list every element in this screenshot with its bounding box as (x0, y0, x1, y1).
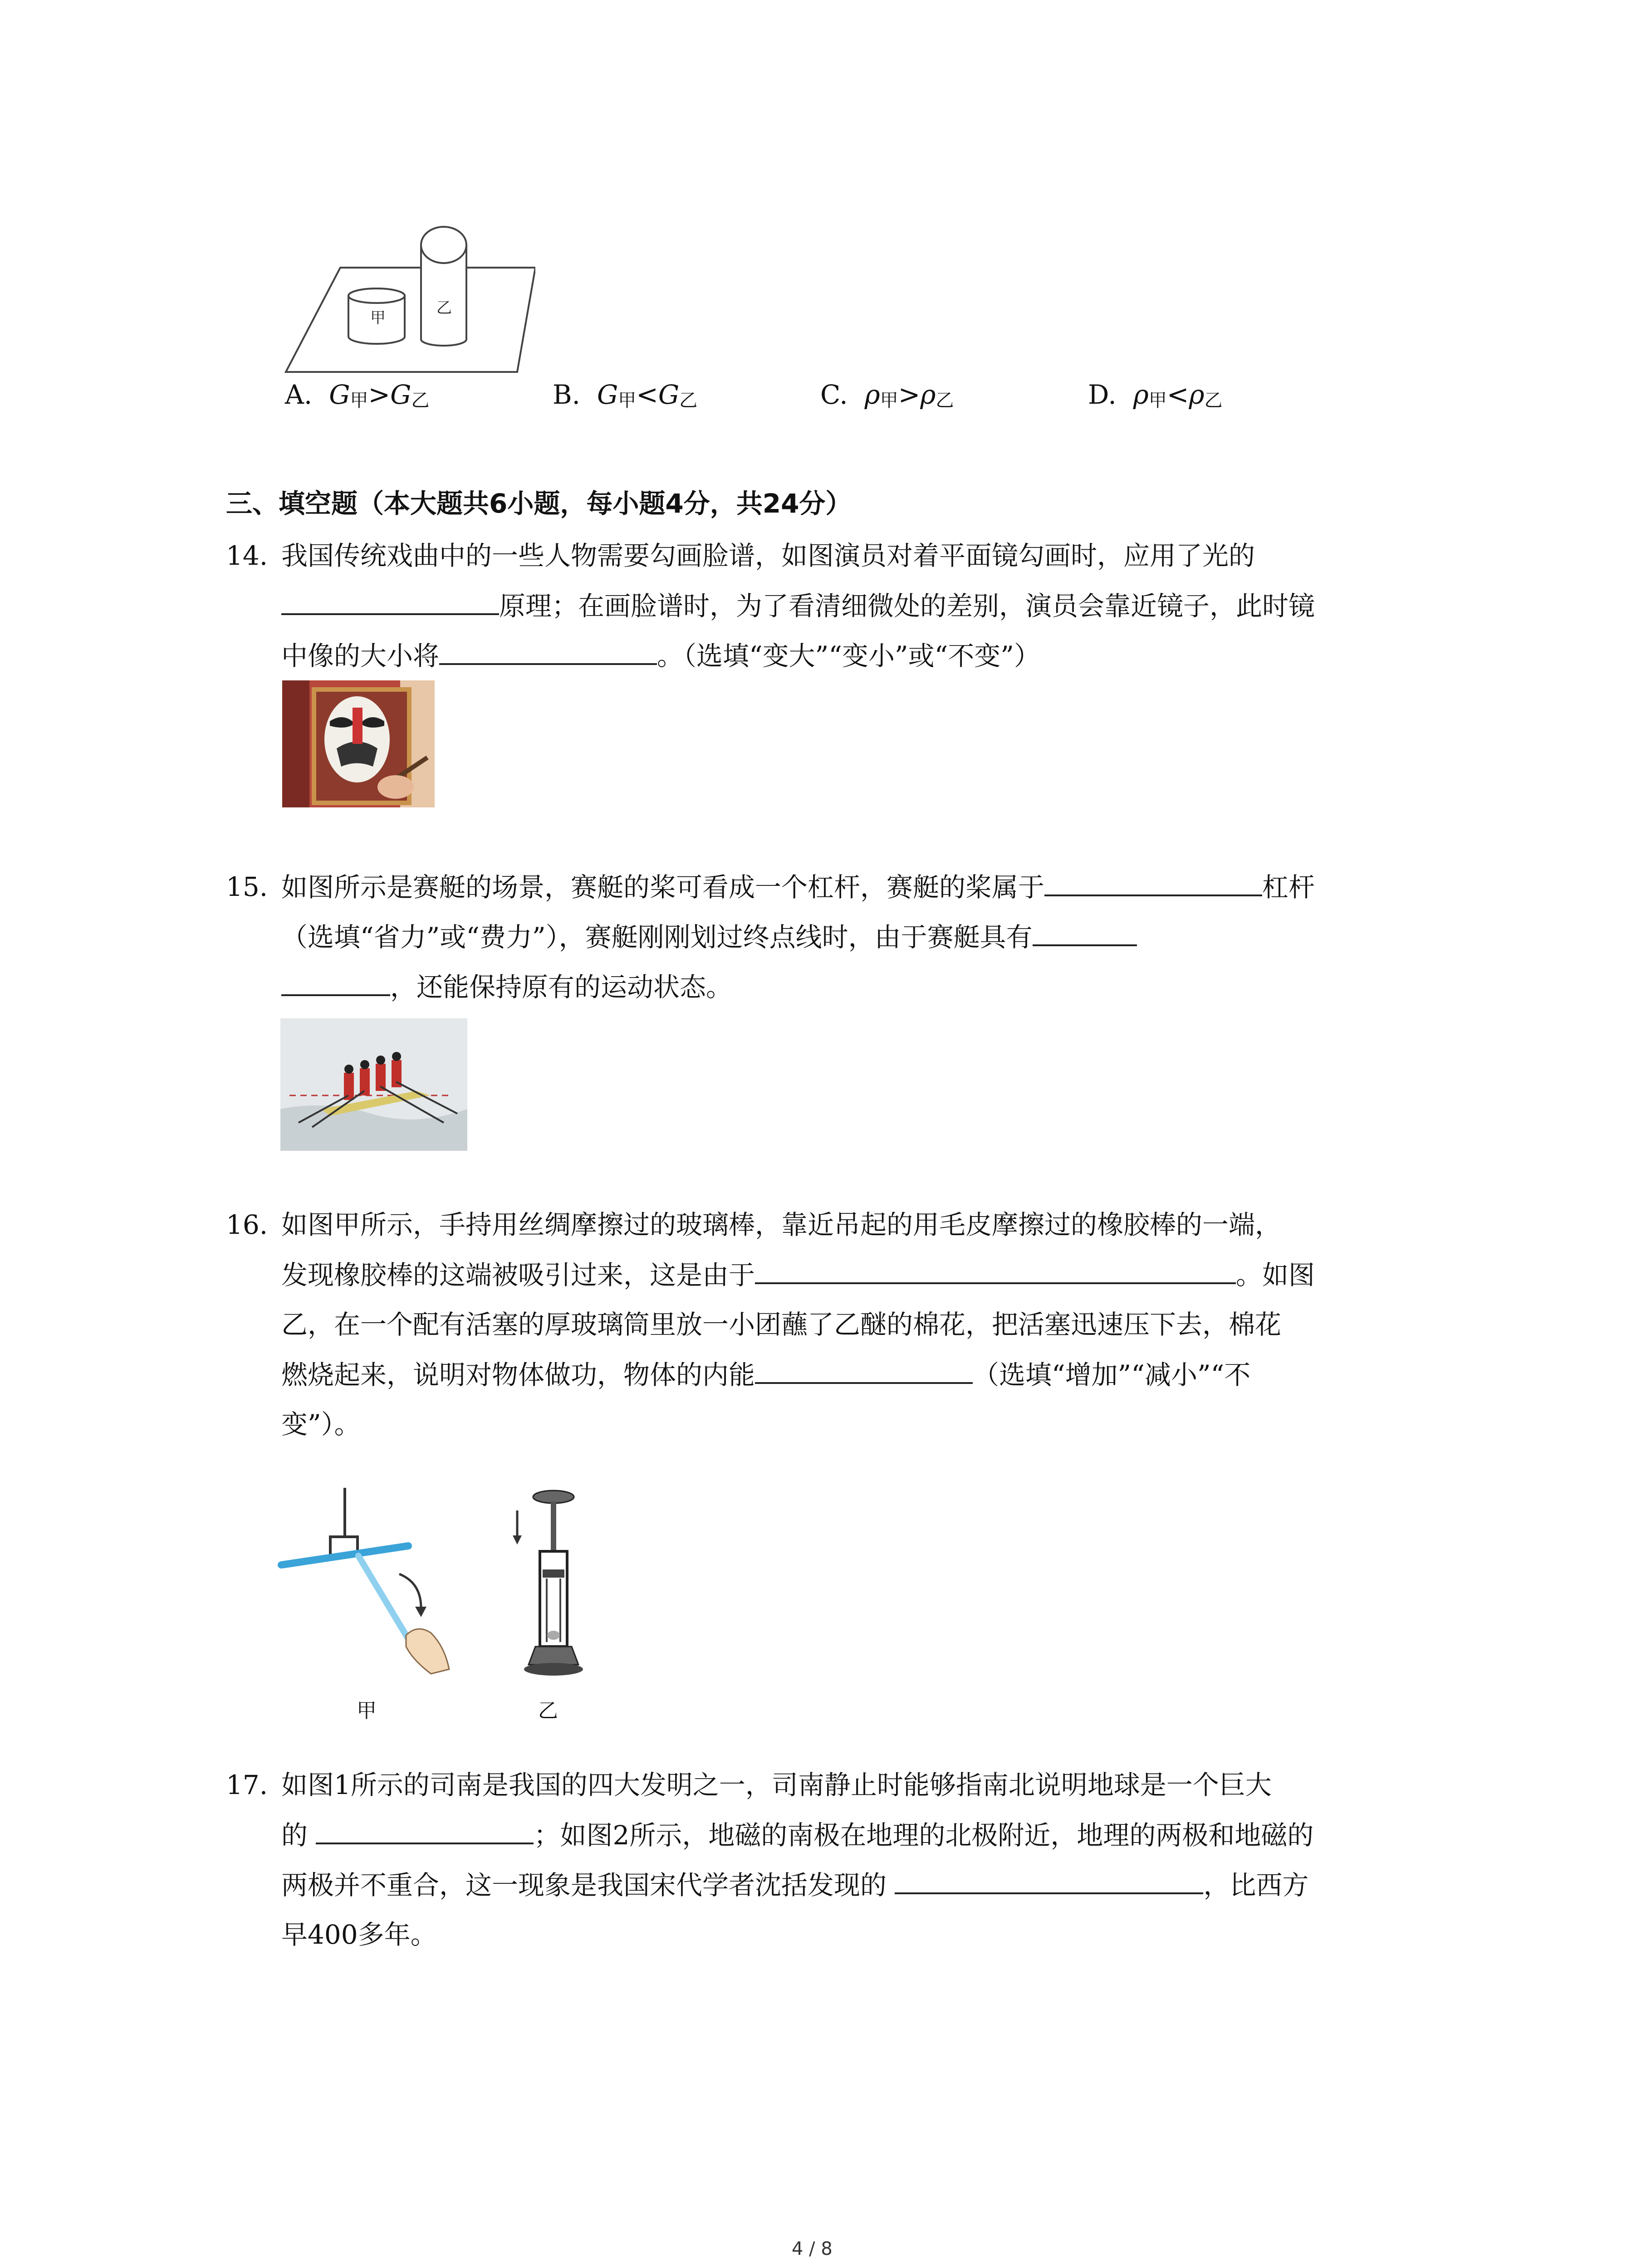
q15-line-2: （选填“省力”或“费力”），赛艇刚刚划过终点线时，由于赛艇具有 (281, 921, 1137, 953)
q15-blank-1[interactable] (1044, 871, 1262, 896)
q16-blank-1[interactable] (755, 1259, 1236, 1284)
q16-line-1: 如图甲所示，手持用丝绸摩擦过的玻璃棒，靠近吊起的用毛皮摩擦过的橡胶棒的一端， (281, 1209, 1282, 1240)
q14-opera-face-image (282, 680, 435, 807)
q16-line-2: 发现橡胶棒的这端被吸引过来，这是由于 。如图 (281, 1260, 1315, 1290)
q14-blank-2[interactable] (439, 640, 657, 665)
q16-fig-label-b: 乙 (538, 1699, 558, 1722)
q13-option-b: B. $G_甲<G_乙$ (553, 379, 698, 411)
q14-line-2: 原理；在画脸谱时，为了看清细微处的差别，演员会靠近镜子，此时镜 (281, 590, 1315, 622)
q13-figure (281, 218, 535, 381)
q15-blank-2b[interactable] (281, 971, 390, 996)
q17-blank-1[interactable] (316, 1819, 534, 1844)
q16-fig-label-a: 甲 (357, 1699, 377, 1722)
q16-line-5: 变”）。 (281, 1409, 361, 1440)
section-heading: 三、填空题（本大题共6小题，每小题4分，共24分） (226, 488, 852, 519)
q17-line-4: 早400多年。 (281, 1919, 437, 1950)
q16-figure-b (504, 1483, 594, 1692)
q16-line-4: 燃烧起来，说明对物体做功，物体的内能 （选填“增加”“减小”“不 (281, 1359, 1251, 1390)
q17-line-1: 如图1所示的司南是我国的四大发明之一，司南静止时能够指南北说明地球是一个巨大 (281, 1769, 1272, 1800)
q16-figure-a (277, 1488, 467, 1678)
q14-line-1: 我国传统戏曲中的一些人物需要勾画脸谱，如图演员对着平面镜勾画时，应用了光的 (281, 540, 1255, 571)
q15-rowing-image (280, 1018, 467, 1151)
q17-line-3: 两极并不重合，这一现象是我国宋代学者沈括发现的 ，比西方 (281, 1870, 1309, 1901)
q13-option-c: C. $\rho_甲>\rho_乙$ (820, 379, 954, 411)
q13-fig-label-b: 乙 (436, 299, 452, 317)
q13-option-a: A. $G_甲>G_乙$ (285, 379, 430, 411)
q16-blank-2[interactable] (755, 1359, 973, 1384)
q16-line-3: 乙，在一个配有活塞的厚玻璃筒里放一小团蘸了乙醚的棉花，把活塞迅速压下去，棉花 (281, 1309, 1282, 1340)
q14-blank-1[interactable] (281, 590, 499, 615)
q17-number: 17. (226, 1769, 268, 1800)
q13-fig-label-a: 甲 (370, 309, 386, 327)
q17-blank-2[interactable] (895, 1869, 1203, 1894)
page-number: 4 / 8 (792, 2239, 833, 2259)
q14-number: 14. (226, 540, 268, 571)
q15-line-1: 如图所示是赛艇的场景，赛艇的桨可看成一个杠杆，赛艇的桨属于 杠杆 (281, 872, 1315, 903)
q15-blank-2a[interactable] (1033, 921, 1137, 946)
q17-line-2: 的 ；如图2所示，地磁的南极在地理的北极附近，地理的两极和地磁的 (281, 1820, 1314, 1851)
q14-line-3: 中像的大小将 。（选填“变大”“变小”或“不变”） (281, 640, 1040, 671)
q13-option-d: D. $\rho_甲<\rho_乙$ (1088, 379, 1223, 411)
q16-number: 16. (226, 1209, 268, 1240)
q15-number: 15. (226, 871, 268, 902)
q15-line-3: ，还能保持原有的运动状态。 (281, 971, 732, 1003)
